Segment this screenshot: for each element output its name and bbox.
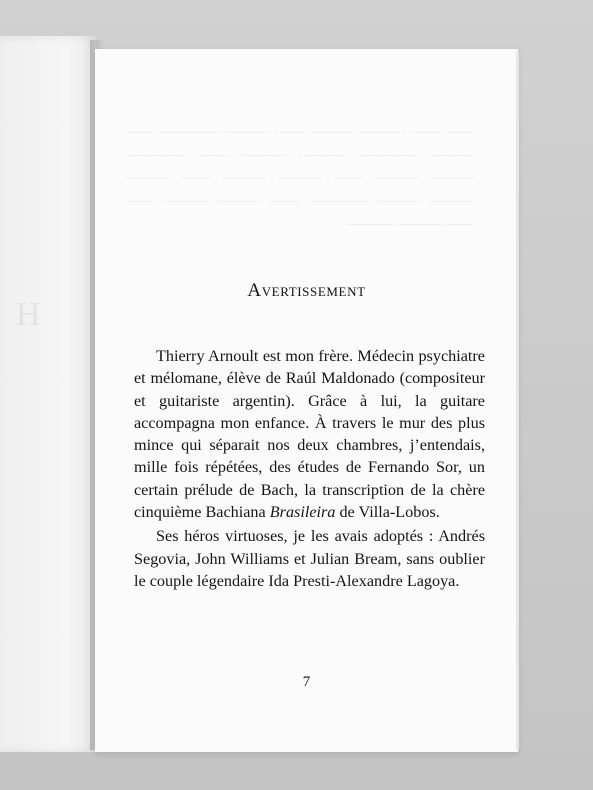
paragraph-1-italic-title: Brasileira <box>269 503 336 522</box>
paragraph-2: Ses héros virtuoses, je les avais adoptés : Andrés Segovia, John Williams et Julian Bream, sans oublier le couple légendaire Ida Presti-Alexandre Lagoya. <box>134 527 485 590</box>
page-edge-shadow <box>516 52 519 750</box>
page-number: 7 <box>302 674 311 690</box>
left-page-showthrough: H <box>16 296 43 333</box>
paragraph-1-text-b: de Villa-Lobos. <box>335 503 440 522</box>
paragraph-1-text-a: Thierry Arnoult est mon frère. Médecin psychiatre et mélomane, élève de Raúl Maldonado (compositeur et guitariste argentin). Grâce à lui, la guitare accompagna mon enfance. À travers le mur des plus mince qui séparait nos deux chambres, j’entendais, mille fois répétées, des études de Fernando Sor, un certain prélude de Bach, la transcription de la chère cinquième Bachiana <box>134 347 485 522</box>
reverse-side-showthrough: —— —— ——— ——— —— ——— ———— —— ——— ———— ——— ——— —— ———— ——— ——— —— ——— ——— —— ——— ——— ——— ———— —— ——— ——— —— —— ——— ——— <box>125 124 475 232</box>
paragraph-1 <box>134 345 485 523</box>
body-text <box>134 345 485 592</box>
left-page-edge <box>0 36 96 752</box>
right-page <box>95 49 518 752</box>
page-heading: Avertissement <box>247 280 366 301</box>
